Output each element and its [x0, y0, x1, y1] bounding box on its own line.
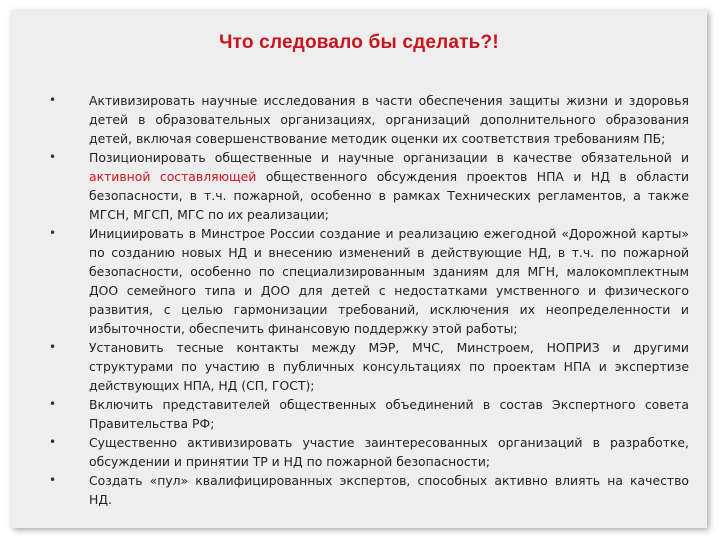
list-item-text: Создать «пул» квалифицированных экспертов, способных активно влиять на качество НД.: [89, 473, 689, 507]
list-item: [49, 148, 689, 224]
bullet-icon: •: [49, 150, 57, 164]
list-item-text-end: общественного обсуждения проектов НПА и НД в области безопасности, в т.ч. пожарной, особенно в рамках Технических регламентов, а также МГСН, МГСП, МГС по их реализации;: [89, 169, 690, 222]
list-item: [49, 395, 689, 433]
list-item: [49, 471, 689, 509]
bullet-icon: •: [49, 435, 57, 449]
highlighted-text: активной составляющей: [89, 169, 257, 184]
slide-title: Что следовало бы сделать?!: [219, 32, 499, 53]
list-item-text: Включить представителей общественных объединений в состав Экспертного совета Правительства РФ;: [89, 397, 689, 431]
bullet-icon: •: [49, 473, 57, 487]
list-item: [49, 224, 689, 338]
slide: [11, 10, 707, 528]
bullet-icon: •: [49, 226, 57, 240]
bullet-icon: •: [49, 340, 57, 354]
list-item: [49, 91, 689, 148]
list-item-text-start: Позиционировать общественные и научные организации в качестве обязательной и: [89, 150, 689, 165]
list-item: [49, 338, 689, 395]
list-item-text: Инициировать в Минстрое России создание и реализацию ежегодной «Дорожной карты» по созданию новых НД и внесению изменений в действующие НД, в т.ч. по пожарной безопасности, особенно по специализированным зданиям для МГН, малокомплектным ДОО семейного типа и ДОО для детей с недостатками умственного и физического развития, с целью гармонизации требований, исключения их неопределенности и избыточности, обеспечить финансовую поддержку этой работы;: [89, 226, 689, 336]
bullet-icon: •: [49, 93, 57, 107]
list-item: [49, 433, 689, 471]
bullet-icon: •: [49, 397, 57, 411]
list-item-text: Существенно активизировать участие заинтересованных организаций в разработке, обсуждении и принятии ТР и НД по пожарной безопасности;: [89, 435, 689, 469]
bullet-list: [49, 91, 689, 509]
list-item-text: Установить тесные контакты между МЭР, МЧС, Минстроем, НОПРИЗ и другими структурами по участию в публичных консультациях по проектам НПА и экспертизе действующих НПА, НД (СП, ГОСТ);: [89, 340, 689, 393]
list-item-text: Активизировать научные исследования в части обеспечения защиты жизни и здоровья детей в образовательных организациях, организаций дополнительного образования детей, включая совершенствование методик оценки их соответствия требованиям ПБ;: [89, 93, 689, 146]
